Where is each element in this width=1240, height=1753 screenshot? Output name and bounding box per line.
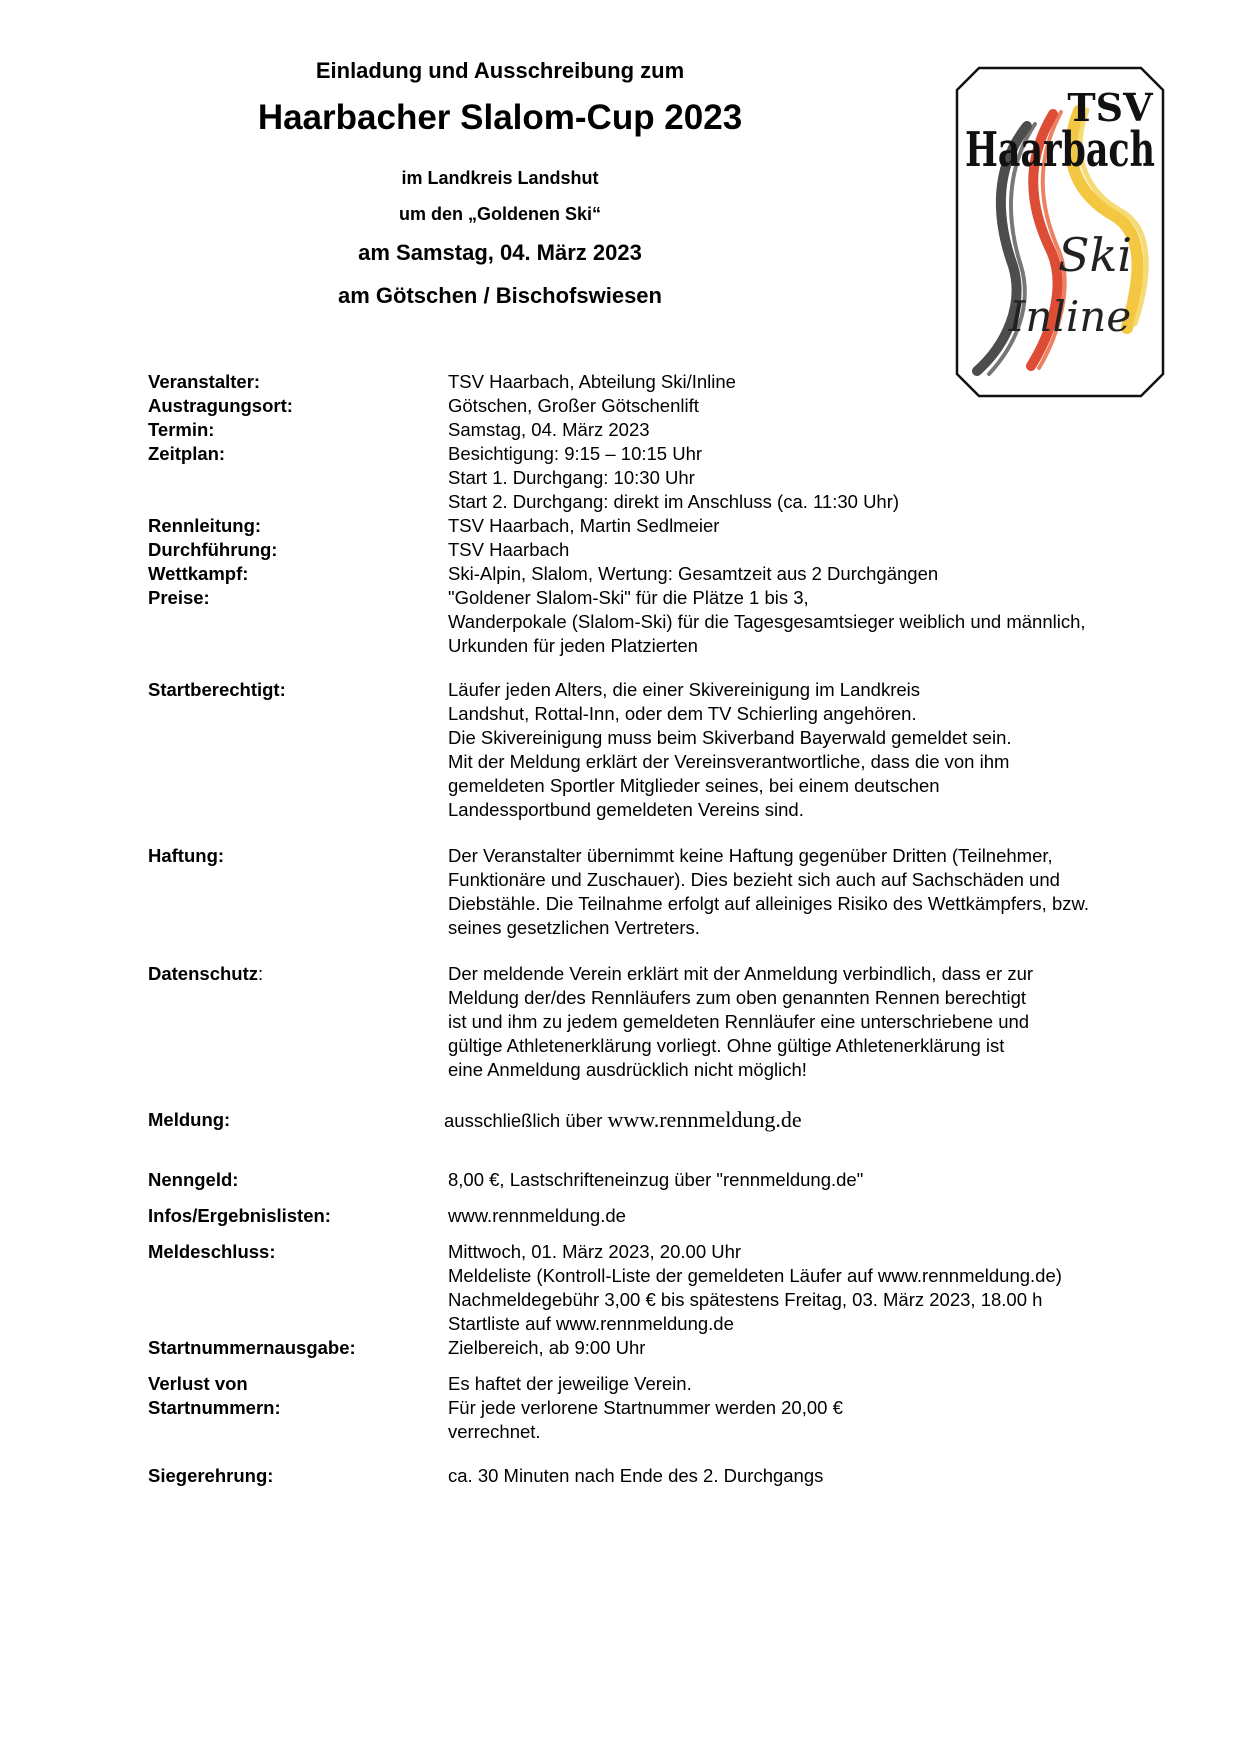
section-label: Nenngeld:	[148, 1169, 239, 1190]
detail-value: TSV Haarbach, Martin Sedlmeier	[448, 515, 720, 536]
logo-inline-text: Inline	[1008, 292, 1132, 341]
trophy-subtitle: um den „Goldenen Ski“	[398, 204, 602, 224]
detail-label: Rennleitung:	[148, 515, 262, 536]
detail-label: Austragungsort:	[148, 395, 293, 416]
section-label: Meldung:	[148, 1109, 231, 1130]
text-line: Landessportbund gemeldeten Vereins sind.	[448, 799, 804, 820]
section-label: Siegerehrung:	[148, 1465, 274, 1486]
detail-value: Samstag, 04. März 2023	[448, 419, 650, 440]
rennmeldung-link[interactable]: www.rennmeldung.de	[607, 1107, 802, 1132]
text-line: Der Veranstalter übernimmt keine Haftung gegenüber Dritten (Teilnehmer,	[448, 845, 1053, 866]
text-line: verrechnet.	[448, 1421, 541, 1442]
text-line: seines gesetzlichen Vertreters.	[448, 917, 700, 938]
section-value: 8,00 €, Lastschrifteneinzug über "rennmeldung.de"	[448, 1169, 864, 1190]
section-value	[448, 1372, 1228, 1444]
section-label	[148, 962, 448, 986]
detail-value: TSV Haarbach, Abteilung Ski/Inline	[448, 371, 736, 392]
text-line: Für jede verlorene Startnummer werden 20,00 €	[448, 1397, 843, 1418]
prize-line: Wanderpokale (Slalom-Ski) für die Tagesgesamtsieger weiblich und männlich,	[448, 611, 1086, 632]
event-date-heading: am Samstag, 04. März 2023	[358, 240, 642, 265]
logo-club-name-text: Haarbach	[965, 122, 1155, 178]
detail-label: Durchführung:	[148, 539, 278, 560]
text-line: gültige Athletenerklärung vorliegt. Ohne gültige Athletenerklärung ist	[448, 1035, 1005, 1056]
section-value	[448, 1240, 1228, 1336]
section-label: Startberechtigt:	[148, 679, 286, 700]
region-subtitle: im Landkreis Landshut	[401, 168, 599, 188]
section-label	[148, 1372, 448, 1420]
document-title: Haarbacher Slalom-Cup 2023	[257, 98, 743, 137]
section-label: Startnummernausgabe:	[148, 1337, 356, 1358]
text-line: Läufer jeden Alters, die einer Skivereinigung im Landkreis	[448, 679, 921, 700]
detail-value	[448, 442, 1228, 514]
label-line: Startnummern:	[148, 1397, 281, 1418]
event-location-heading: am Götschen / Bischofswiesen	[338, 283, 662, 308]
text-line: eine Anmeldung ausdrücklich nicht möglich!	[448, 1059, 807, 1080]
text-line: Meldeliste (Kontroll-Liste der gemeldeten Läufer auf www.rennmeldung.de)	[448, 1265, 1062, 1286]
infos-link[interactable]: www.rennmeldung.de	[448, 1205, 626, 1226]
invitation-intro: Einladung und Ausschreibung zum	[315, 58, 685, 83]
text-line: ist und ihm zu jedem gemeldeten Rennläufer eine unterschriebene und	[448, 1011, 1030, 1032]
section-value	[448, 678, 1228, 822]
logo-tsv-text: TSV	[1067, 85, 1153, 130]
section-value	[444, 1108, 1224, 1133]
prize-line: Urkunden für jeden Platzierten	[448, 635, 698, 656]
prize-line: "Goldener Slalom-Ski" für die Plätze 1 bis 3,	[448, 587, 809, 608]
club-logo-graphic	[955, 66, 1165, 398]
logo-ski-text: Ski	[1057, 228, 1133, 282]
section-label: Infos/Ergebnislisten:	[148, 1205, 331, 1226]
label-line: Verlust von	[148, 1373, 248, 1394]
text-line: Landshut, Rottal-Inn, oder dem TV Schierling angehören.	[448, 703, 917, 724]
detail-value: Götschen, Großer Götschenlift	[448, 395, 699, 416]
detail-label: Wettkampf:	[148, 563, 249, 584]
detail-value: Ski-Alpin, Slalom, Wertung: Gesamtzeit aus 2 Durchgängen	[448, 563, 939, 584]
section-label: Meldeschluss:	[148, 1241, 276, 1262]
detail-label: Veranstalter:	[148, 371, 261, 392]
detail-value	[448, 586, 1228, 658]
text-line: Es haftet der jeweilige Verein.	[448, 1373, 692, 1394]
section-value	[448, 844, 1228, 940]
section-value: Zielbereich, ab 9:00 Uhr	[448, 1337, 646, 1358]
text-line: Startliste auf www.rennmeldung.de	[448, 1313, 734, 1334]
text-line: Diebstähle. Die Teilnahme erfolgt auf alleiniges Risiko des Wettkämpfers, bzw.	[448, 893, 1089, 914]
section-label-text: Datenschutz	[148, 963, 258, 984]
text-line: Mittwoch, 01. März 2023, 20.00 Uhr	[448, 1241, 742, 1262]
schedule-line: Besichtigung: 9:15 – 10:15 Uhr	[448, 443, 703, 464]
text-line: Mit der Meldung erklärt der Vereinsverantwortliche, dass die von ihm	[448, 751, 1010, 772]
text-line: Die Skivereinigung muss beim Skiverband Bayerwald gemeldet sein.	[448, 727, 1012, 748]
section-value: ca. 30 Minuten nach Ende des 2. Durchgangs	[448, 1465, 824, 1486]
section-label: Haftung:	[148, 845, 225, 866]
schedule-line: Start 1. Durchgang: 10:30 Uhr	[448, 467, 695, 488]
detail-label: Zeitplan:	[148, 443, 226, 464]
schedule-line: Start 2. Durchgang: direkt im Anschluss (ca. 11:30 Uhr)	[448, 491, 900, 512]
text-line: Funktionäre und Zuschauer). Dies bezieht sich auch auf Sachschäden und	[448, 869, 1060, 890]
text-line: Der meldende Verein erklärt mit der Anmeldung verbindlich, dass er zur	[448, 963, 1034, 984]
club-logo	[955, 66, 1165, 398]
text-line: gemeldeten Sportler Mitglieder seines, bei einem deutschen	[448, 775, 940, 796]
detail-label: Preise:	[148, 587, 210, 608]
section-label-colon: :	[258, 963, 264, 984]
text-line: Nachmeldegebühr 3,00 € bis spätestens Freitag, 03. März 2023, 18.00 h	[448, 1289, 1043, 1310]
meldung-prefix: ausschließlich über	[444, 1110, 608, 1131]
section-value	[448, 962, 1228, 1082]
detail-value: TSV Haarbach	[448, 539, 570, 560]
text-line: Meldung der/des Rennläufers zum oben genannten Rennen berechtigt	[448, 987, 1027, 1008]
detail-label: Termin:	[148, 419, 215, 440]
